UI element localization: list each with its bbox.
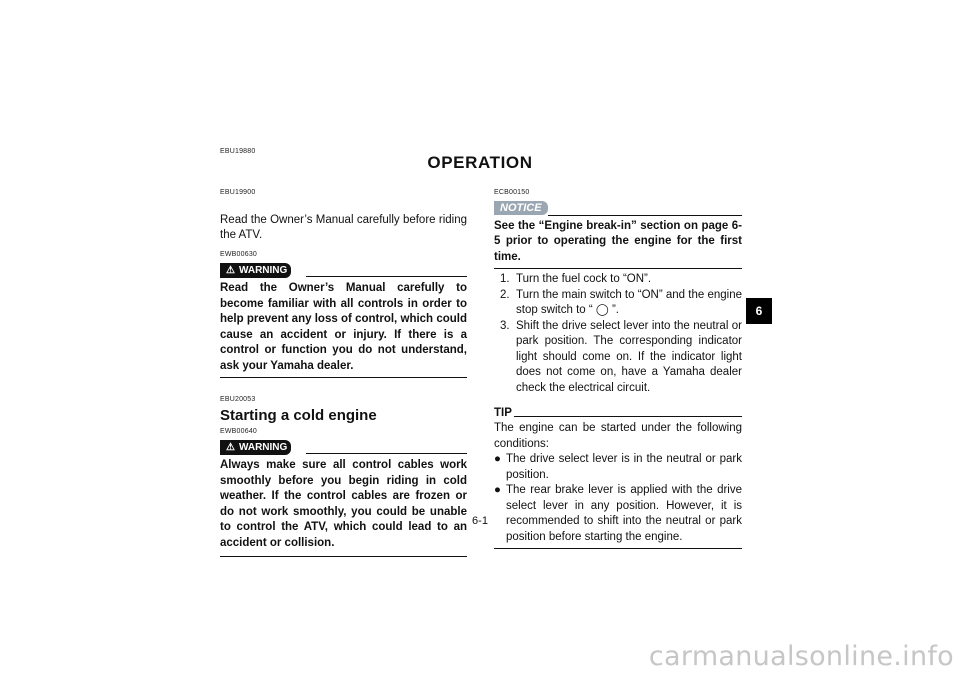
warning-badge <box>220 440 291 455</box>
starting-code: EBU20053 <box>220 396 256 403</box>
bullet-text: The rear brake lever is applied with the drive select lever in any position. However, it is recommended to shift into the neutral or park position before starting the engine. <box>506 484 742 543</box>
list-item <box>494 272 742 288</box>
chapter-tab: 6 <box>746 298 772 324</box>
bullet-icon: ● <box>494 453 501 465</box>
tip-bullets <box>494 452 742 545</box>
notice-header <box>494 201 742 216</box>
warning-rule <box>306 276 467 277</box>
step-number: 2. <box>500 288 510 301</box>
left-column <box>220 185 467 557</box>
steps-list <box>494 272 742 396</box>
notice-badge: NOTICE <box>494 201 548 215</box>
warning-badge <box>220 263 291 278</box>
notice-code: ECB00150 <box>494 189 530 196</box>
warning2-code: EWB00640 <box>220 427 258 435</box>
warning-triangle-icon: ⚠ <box>226 442 235 453</box>
right-column <box>494 185 742 549</box>
tip-intro: The engine can be started under the following conditions: <box>494 422 742 450</box>
tip-header <box>494 406 742 421</box>
warning2-header <box>220 440 467 455</box>
bullet-text: The drive select lever is in the neutral or park position. <box>506 453 742 481</box>
step-text: Shift the drive select lever into the neutral or park position. The corresponding indicator light should come on. If the indicator light does not come on, have a Yamaha dealer check the electrical circuit. <box>516 319 742 394</box>
intro-code: EBU19900 <box>220 189 256 196</box>
notice-text: See the “Engine break-in” section on page 6-5 prior to operating the engine for the first time. <box>494 219 742 263</box>
intro-text: Read the Owner’s Manual carefully before riding the ATV. <box>220 213 467 241</box>
chapter-code: EBU19880 <box>220 148 256 155</box>
list-item <box>494 483 742 545</box>
step-number: 3. <box>500 319 510 332</box>
warning-label: WARNING <box>238 265 288 276</box>
warning2-text: Always make sure all control cables work smoothly before you begin riding in cold weather. If the control cables are frozen or do not work smoothly, you could be unable to control the ATV, which could lead to an accident or collision. <box>220 459 467 549</box>
bullet-icon: ● <box>494 484 501 496</box>
warning1-code: EWB00630 <box>220 250 258 258</box>
page-number: 6-1 <box>472 515 488 527</box>
page-title: OPERATION <box>427 153 533 172</box>
warning2-bottom-rule <box>220 556 467 557</box>
step-text: Turn the main switch to “ON” and the engine stop switch to “ ◯ ”. <box>516 288 742 316</box>
step-number: 1. <box>500 273 510 285</box>
list-item <box>494 319 742 397</box>
tip-rule <box>514 416 742 417</box>
warning1-text: Read the Owner’s Manual carefully to become familiar with all controls in order to help prevent any loss of control, which could cause an accident or injury. If there is a control or function you do not understand, ask your Yamaha dealer. <box>220 282 467 372</box>
warning1-bottom-rule <box>220 377 467 378</box>
warning-rule <box>306 453 467 454</box>
warning-triangle-icon: ⚠ <box>226 265 235 276</box>
notice-rule <box>548 215 742 216</box>
notice-bottom-rule <box>494 268 742 269</box>
tip-label: TIP <box>494 407 512 419</box>
warning1-header <box>220 263 467 278</box>
list-item <box>494 452 742 483</box>
watermark: carmanualsonline.info <box>648 641 954 672</box>
step-text: Turn the fuel cock to “ON”. <box>516 273 652 285</box>
list-item <box>494 288 742 319</box>
warning-label: WARNING <box>238 442 288 453</box>
section-heading: Starting a cold engine <box>220 406 377 424</box>
tip-bottom-rule <box>494 548 742 549</box>
